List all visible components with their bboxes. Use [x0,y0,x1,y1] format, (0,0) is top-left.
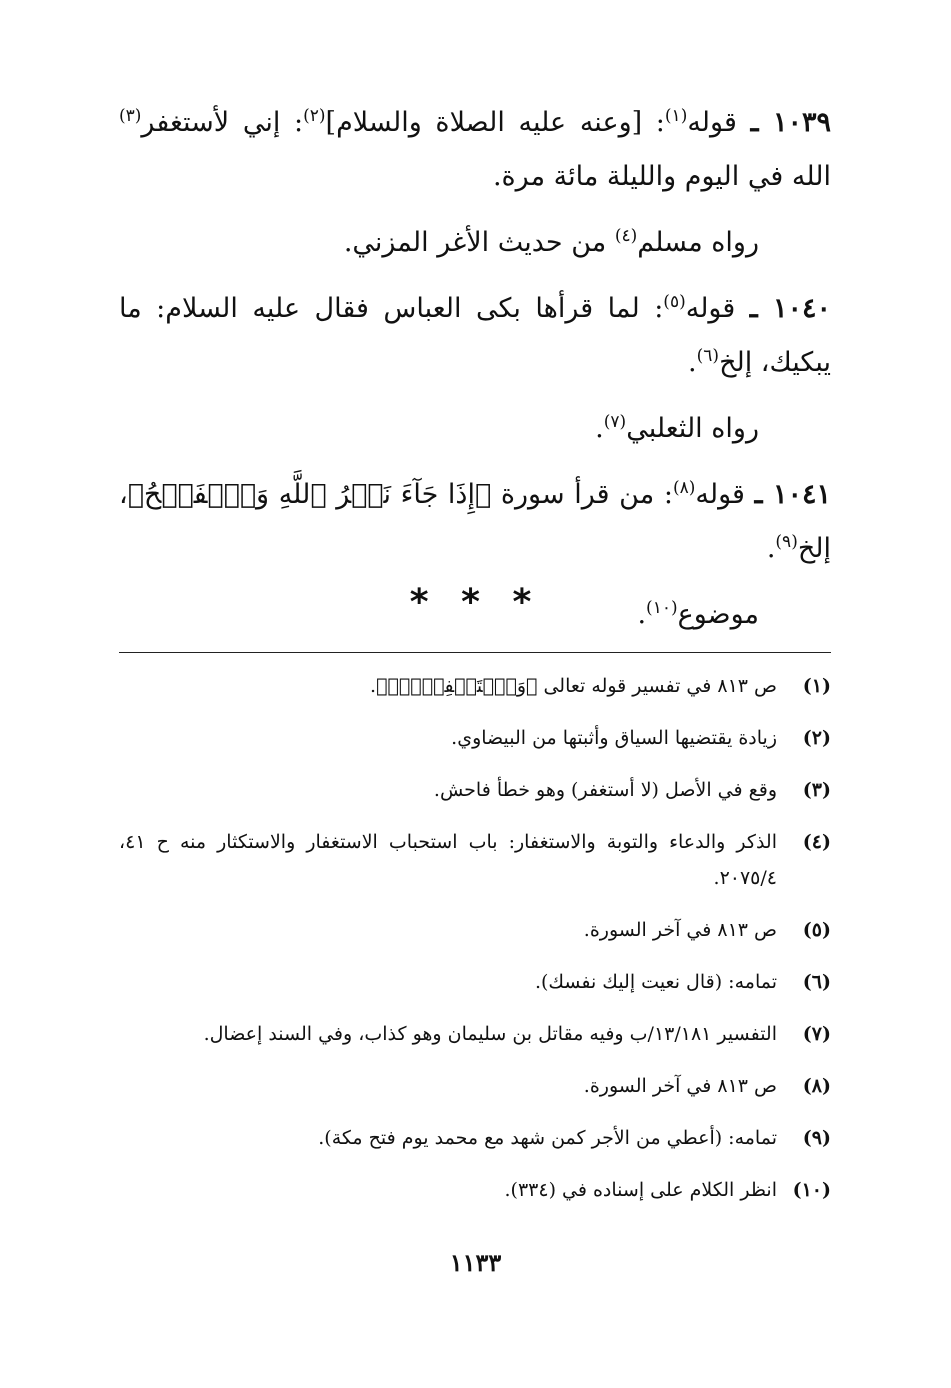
entry-number: ١٠٤٠ ـ [749,293,831,324]
footnote-number: (١٠) [792,1179,831,1201]
footnote-item [119,1120,831,1156]
page-number: ١١٣٣ [449,1248,502,1277]
footnote-ref[interactable]: (٤) [614,226,638,246]
footnote-text: تمامه: (أعطي من الأجر كمن شهد مع محمد يوم فتح مكة). [318,1127,777,1149]
entry-1041 [119,468,831,576]
footnote-item [119,912,831,948]
source-text: . [595,413,604,444]
entry-text: : من قرأ سورة ﴿إِذَا جَآءَ نَصۡرُ ٱللَّهِ وَٱلۡفَتۡحُ﴾، إلخ [119,479,831,564]
entry-1039-source [119,216,831,270]
entry-text: الله في اليوم والليلة مائة مرة. [492,161,831,192]
footnote-ref[interactable]: (٦) [696,346,720,366]
entry-text: . [766,533,776,564]
footnote-text: ص ٨١٣ في آخر السورة. [583,1075,777,1097]
entry-text: . [688,347,697,378]
footnote-number: (٦) [802,971,831,993]
footnote-item [119,824,831,896]
source-text: من حديث الأغر المزني. [343,227,615,258]
entry-1040-source [119,402,831,456]
entry-text: قوله [695,479,745,510]
footnote-item [119,668,831,704]
entry-text: : [وعنه عليه الصلاة والسلام] [325,107,665,138]
source-text: رواه مسلم [637,227,759,258]
entry-text: قوله [685,293,736,324]
footnote-ref[interactable]: (١٠) [646,598,678,618]
source-text: رواه الثعلبي [626,413,759,444]
section-separator: * * * [409,582,542,623]
footnote-number: (٣) [802,779,831,801]
entry-1040 [119,282,831,390]
footnote-ref[interactable]: (٩) [775,532,798,552]
entry-number: ١٠٣٩ ـ [750,107,831,138]
entry-1039 [119,96,831,204]
footnote-text: ص ٨١٣ في تفسير قوله تعالى ﴿وَٱسۡتَغۡفِرۡهُۚ﴾. [370,675,777,697]
footnote-item [119,720,831,756]
entry-text: : إني لأستغفر [141,107,304,138]
entry-text: قوله [687,107,737,138]
footnote-item [119,772,831,808]
footnote-ref[interactable]: (١) [664,106,688,126]
footnote-number: (٨) [802,1075,831,1097]
footnote-number: (٩) [802,1127,831,1149]
footnote-number: (١) [802,675,831,697]
footnote-item [119,1172,831,1208]
footnote-ref[interactable]: (٧) [603,412,627,432]
footnote-text: زيادة يقتضيها السياق وأثبتها من البيضاوي. [451,727,777,749]
footnote-ref[interactable]: (٣) [119,106,142,126]
main-text [119,96,831,654]
footnote-text: الذكر والدعاء والتوبة والاستغفار: باب استحباب الاستغفار والاستكثار منه ح ٤١، ٢٠٧٥/٤. [119,831,777,889]
footnote-divider [119,652,831,653]
footnote-text: ص ٨١٣ في آخر السورة. [583,919,777,941]
entry-text: : لما قرأها بكى العباس فقال عليه السلام: ما يبكيك، إلخ [119,293,831,378]
entry-number: ١٠٤١ ـ [754,479,831,510]
footnote-item [119,1016,831,1052]
footnote-ref[interactable]: (٥) [663,292,686,312]
footnote-number: (٢) [802,727,831,749]
footnote-text: وقع في الأصل (لا أستغفر) وهو خطأ فاحش. [433,779,777,801]
footnote-ref[interactable]: (٢) [303,106,326,126]
footnotes [119,668,831,1224]
footnote-item [119,1068,831,1104]
footnote-item [119,964,831,1000]
footnote-text: انظر الكلام على إسناده في (٣٣٤). [504,1179,777,1201]
footnote-number: (٥) [802,919,831,941]
footnote-number: (٧) [802,1023,831,1045]
footnote-text: التفسير ١٣/١٨١/ب وفيه مقاتل بن سليمان وهو كذاب، وفي السند إعضال. [203,1023,777,1045]
footnote-text: تمامه: (قال نعيت إليك نفسك). [534,971,777,993]
footnote-ref[interactable]: (٨) [672,478,696,498]
grading-text: موضوع [677,599,759,630]
footnote-number: (٤) [802,831,831,853]
grading-text: . [637,599,647,630]
